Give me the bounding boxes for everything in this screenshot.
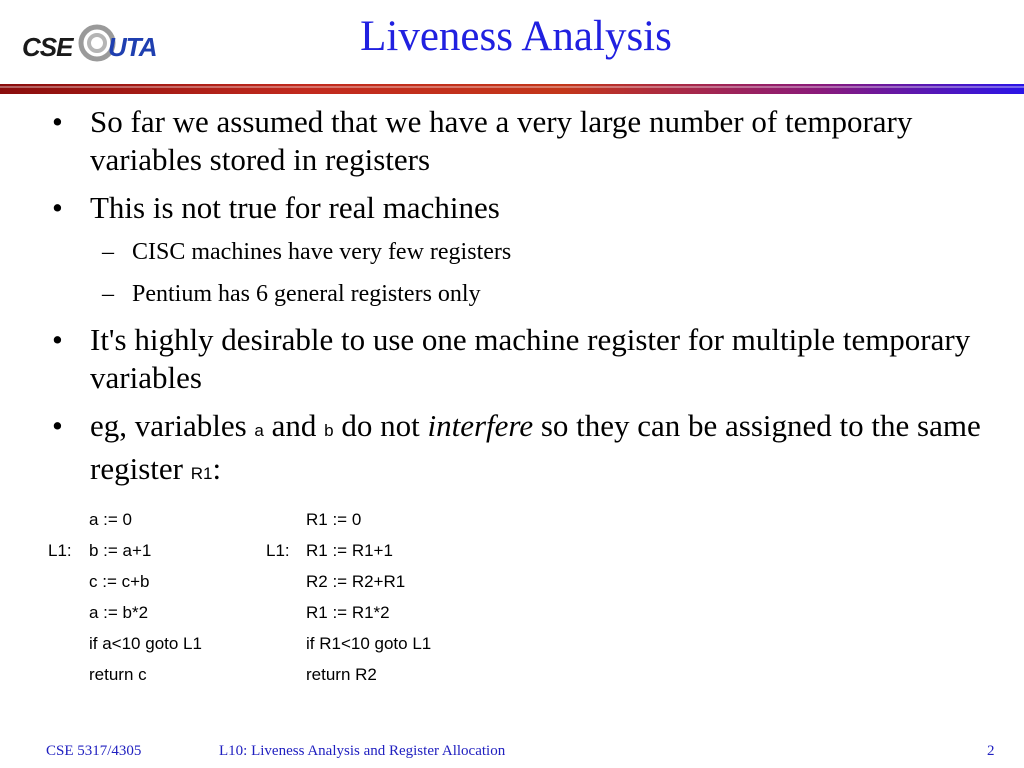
- code-row: [0, 572, 1024, 603]
- footer-course: CSE 5317/4305: [46, 743, 142, 759]
- text-run: :: [212, 451, 222, 486]
- bullet-item: [48, 321, 988, 397]
- code-comparison: [0, 510, 1024, 696]
- bullet-item: [48, 189, 988, 227]
- emphasis-interfere: interfere: [427, 408, 534, 443]
- sub-bullet-text: CISC machines have very few registers: [132, 239, 512, 265]
- left-code: return c: [89, 665, 147, 684]
- right-code: R1 := R1+1: [306, 541, 393, 560]
- text-run: and: [263, 408, 325, 443]
- bullet-icon: •: [52, 104, 63, 139]
- code-row: [0, 603, 1024, 634]
- footer-lecture: L10: Liveness Analysis and Register Allocation: [219, 743, 506, 759]
- dash-icon: –: [102, 239, 114, 265]
- right-code: R1 := R1*2: [306, 603, 390, 622]
- left-code: if a<10 goto L1: [89, 634, 202, 653]
- sub-bullet-item: [48, 279, 988, 309]
- footer-page-number: 2: [987, 743, 995, 759]
- logo-uta-text: UTA: [108, 32, 157, 62]
- bullet-text: So far we assumed that we have a very large number of temporary variables stored in registers: [90, 104, 913, 177]
- left-label: L1:: [48, 541, 72, 560]
- right-code: R1 := 0: [306, 510, 362, 529]
- code-row: [0, 510, 1024, 541]
- dash-icon: –: [102, 281, 114, 307]
- bullet-text: [90, 408, 981, 486]
- register-r1-code: R1: [190, 464, 213, 483]
- left-code: a := b*2: [89, 603, 149, 622]
- left-code: b := a+1: [89, 541, 152, 560]
- right-code: return R2: [306, 665, 377, 684]
- right-label: L1:: [266, 541, 290, 560]
- bullet-item: [48, 103, 988, 179]
- bullet-item: [48, 407, 988, 493]
- logo-cse-text: CSE: [22, 32, 73, 62]
- bullet-icon: •: [52, 322, 63, 357]
- bullet-icon: •: [52, 190, 63, 225]
- text-run: so they can be assigned to the same register: [90, 408, 981, 486]
- bullet-list: [48, 103, 988, 503]
- var-b-code: b: [324, 421, 334, 440]
- left-code: c := c+b: [89, 572, 150, 591]
- code-row: [0, 634, 1024, 665]
- left-code: a := 0: [89, 510, 133, 529]
- right-code: if R1<10 goto L1: [306, 634, 432, 653]
- title-divider-highlight: [0, 86, 1024, 88]
- text-run: eg, variables: [90, 408, 255, 443]
- bullet-text: It's highly desirable to use one machine register for multiple temporary variables: [90, 322, 971, 395]
- var-a-code: a: [254, 421, 264, 440]
- text-run: do not: [333, 408, 428, 443]
- right-code: R2 := R2+R1: [306, 572, 406, 591]
- bullet-icon: •: [52, 408, 63, 443]
- bullet-text: This is not true for real machines: [90, 190, 500, 225]
- sub-bullet-text: Pentium has 6 general registers only: [132, 281, 481, 307]
- slide-footer: [0, 743, 1024, 763]
- code-row: [0, 541, 1024, 572]
- slide-title: Liveness Analysis: [360, 13, 672, 60]
- code-row: [0, 665, 1024, 696]
- sub-bullet-item: [48, 237, 988, 267]
